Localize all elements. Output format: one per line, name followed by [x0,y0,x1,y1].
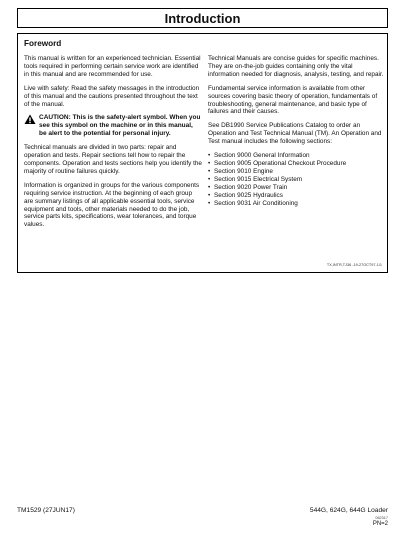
bullet-icon: • [208,183,211,191]
models-label: 544G, 624G, 644G Loader [309,507,388,514]
bullet-icon: • [208,199,211,207]
list-item: • Section 9000 General Information [208,152,310,160]
list-item: • Section 9031 Air Conditioning [208,199,298,207]
paragraph-manual-parts: Technical manuals are divided in two parts: repair and operation and tests. Repair sections tell how to repair the components. Operation and tests sections help you identify the majority of routine failures quickly. [24,144,202,175]
paragraph-technical-manuals: Technical Manuals are concise guides for specific machines. They are on-the-job guides containing only the vital information needed for diagnosis, analysis, testing, and repair. [208,55,384,78]
sections-list [208,152,384,207]
page-title-bar [17,8,388,28]
caution-block [24,114,202,138]
bullet-icon: • [208,175,211,183]
right-column [208,55,384,207]
paragraph-safety: Live with safety: Read the safety messages in the introduction of this manual and the cautions presented throughout the text of the manual. [24,84,200,108]
foreword-heading: Foreword [24,39,62,48]
list-item: • Section 9025 Hydraulics [208,191,283,199]
list-item: • Section 9015 Electrical System [208,175,303,183]
page-footer [0,503,416,538]
bullet-icon: • [208,167,211,175]
document-id: TX,INTR,TJ36 -19-27OCT97-1/1 [326,263,382,267]
manual-id: TM1529 (27JUN17) [17,507,75,514]
page-title: Introduction [164,10,241,26]
list-item: • Section 9010 Engine [208,167,273,175]
paragraph-intro: This manual is written for an experienced technician. Essential tools required in performing certain service work are identified in this manual and are recommended for use. [24,55,201,78]
paragraph-fundamental-info: Fundamental service information is available from other sources covering basic theory of operation, fundamentals of troubleshooting, general maintenance, and basic type of failures and their causes. [208,84,378,116]
page-number: PN=2 [372,521,388,527]
paragraph-organization: Information is organized in groups for the various components requiring service instruction. At the beginning of each group are summary listings of all applicable essential tools, service equipment and tools, other materials needed to do the job, service parts kits, specifications, wear tolerances, and torque values. [24,181,200,229]
left-column [24,55,202,235]
bullet-icon: • [208,159,211,167]
foreword-box [17,33,388,273]
bullet-icon: • [208,191,211,199]
bullet-icon: • [208,152,211,160]
safety-alert-icon [24,114,36,125]
footer-date: 062317 [375,516,388,520]
list-item: • Section 9005 Operational Checkout Procedure [208,159,347,167]
paragraph-catalog: See DB1990 Service Publications Catalog to order an Operation and Test Technical Manual (TM). An Operation and Test manual includes the following sections: [208,122,382,146]
caution-text: CAUTION: This is the safety-alert symbol. When you see this symbol on the machine or in this manual, be alert to the potential for personal injury. [39,114,201,138]
list-item: • Section 9020 Power Train [208,183,288,191]
